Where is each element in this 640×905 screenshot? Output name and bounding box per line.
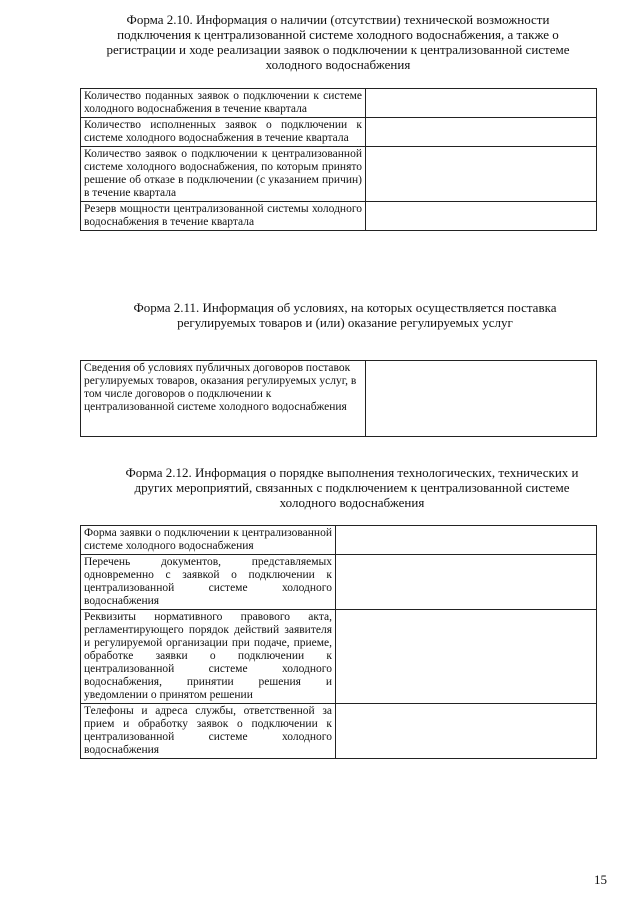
table-row <box>81 202 597 231</box>
row-value-cell[interactable] <box>366 118 597 147</box>
row-label: Телефоны и адреса службы, ответственной за прием и обработку заявок о подключении к централизованной системе холодного водоснабжения <box>81 704 336 759</box>
form-2-10-title-line: Форма 2.10. Информация о наличии (отсутствии) технической возможности <box>126 12 550 27</box>
row-label: Количество исполненных заявок о подключении к системе холодного водоснабжения в течение квартала <box>81 118 366 147</box>
page-number: 15 <box>594 872 607 887</box>
row-label: Количество заявок о подключении к централизованной системе холодного водоснабжения, по которым принято решение об отказе в подключении (с указанием причин) в течение квартала <box>81 147 366 202</box>
row-label: Сведения об условиях публичных договоров поставок регулируемых товаров, оказания регулируемых услуг, в том числе договоров о подключении к централизованной системе холодного водоснабжения <box>81 361 366 437</box>
row-value-cell[interactable] <box>336 526 597 555</box>
row-label: Количество поданных заявок о подключении к системе холодного водоснабжения в течение квартала <box>81 89 366 118</box>
form-2-12-table <box>80 525 597 759</box>
form-2-10-title-line: регистрации и ходе реализации заявок о подключении к централизованной системе <box>106 42 570 57</box>
form-2-10-title-line: подключения к централизованной системе холодного водоснабжения, а также о <box>117 27 559 42</box>
row-value-cell[interactable] <box>336 704 597 759</box>
table-row <box>81 361 597 437</box>
form-2-11-title <box>110 300 580 330</box>
form-2-12-title-line: холодного водоснабжения <box>279 495 425 510</box>
row-value-cell[interactable] <box>366 147 597 202</box>
form-2-12-title <box>92 465 612 510</box>
row-label: Резерв мощности централизованной системы холодного водоснабжения в течение квартала <box>81 202 366 231</box>
table-row <box>81 610 597 704</box>
row-value-cell[interactable] <box>336 610 597 704</box>
form-2-11-title-line: регулируемых товаров и (или) оказание регулируемых услуг <box>177 315 513 330</box>
row-value-cell[interactable] <box>366 202 597 231</box>
row-value-cell[interactable] <box>336 555 597 610</box>
form-2-10-title <box>78 12 598 72</box>
row-label: Перечень документов, представляемых одновременно с заявкой о подключении к централизованной системе холодного водоснабжения <box>81 555 336 610</box>
form-2-12-title-line: других мероприятий, связанных с подключением к централизованной системе <box>134 480 570 495</box>
table-row <box>81 147 597 202</box>
table-row <box>81 704 597 759</box>
row-value-cell[interactable] <box>366 89 597 118</box>
form-2-10-title-line: холодного водоснабжения <box>265 57 411 72</box>
row-value-cell[interactable] <box>366 361 597 437</box>
form-2-11-table <box>80 360 597 437</box>
form-2-11-title-line: Форма 2.11. Информация об условиях, на которых осуществляется поставка <box>133 300 557 315</box>
table-row <box>81 526 597 555</box>
form-2-12-title-line: Форма 2.12. Информация о порядке выполнения технологических, технических и <box>125 465 579 480</box>
table-row <box>81 555 597 610</box>
row-label: Реквизиты нормативного правового акта, регламентирующего порядок действий заявителя и регулируемой организации при подаче, приеме, обработке заявки о подключении к централизованной системе холодного водоснабжения, принятии решения и уведомлении о принятом решении <box>81 610 336 704</box>
form-2-10-table <box>80 88 597 231</box>
table-row <box>81 89 597 118</box>
table-row <box>81 118 597 147</box>
row-label: Форма заявки о подключении к централизованной системе холодного водоснабжения <box>81 526 336 555</box>
